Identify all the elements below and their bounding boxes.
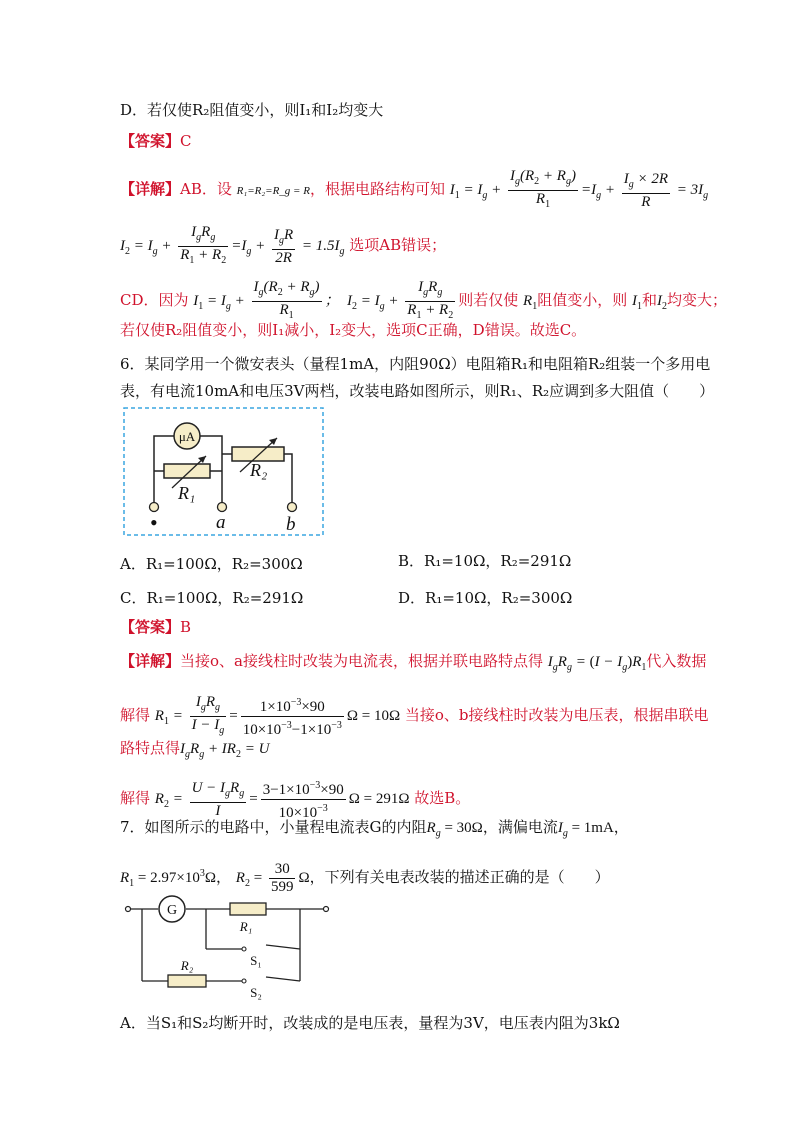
right-terminal bbox=[324, 907, 329, 912]
q7-stem-2b: ，下列有关电表改装的描述正确的是（ ） bbox=[309, 867, 610, 886]
r1-resistor bbox=[164, 464, 210, 478]
ig-value: $I_g = 1mA$ bbox=[557, 820, 614, 839]
r1-label: R₁ bbox=[239, 919, 253, 934]
ab-assumption: R₁=R₂=R_g = R bbox=[236, 184, 310, 197]
detail-tag: 【详解】 bbox=[120, 652, 181, 670]
r2-label: R₂ bbox=[180, 958, 194, 973]
q5-answer bbox=[120, 131, 192, 151]
answer-value: C bbox=[180, 132, 192, 150]
q6-detail-3 bbox=[120, 738, 269, 765]
q6-option-a: A．R₁=100Ω，R₂=300Ω bbox=[120, 555, 303, 573]
q6-detail-2 bbox=[120, 694, 709, 739]
galvanometer-label: G bbox=[166, 903, 178, 918]
solve-prefix: 解得 bbox=[120, 705, 151, 724]
detail-end-1: 代入数据 bbox=[646, 652, 707, 670]
conclusion: 故选B。 bbox=[414, 788, 471, 807]
q7-option-a: A．当S₁和S₂均断开时，改装成的是电压表，量程为3V，电压表内阻为3kΩ bbox=[120, 1014, 620, 1032]
q7-stem-1: 7．如图所示的电路中，小量程电流表G的内阻$R_g = 30\Omega$，满偏电流$I_g = 1mA$， bbox=[120, 818, 629, 839]
q6-option-d: D．R₁=10Ω，R₂=300Ω bbox=[398, 589, 573, 607]
q6-stem-1: 6．某同学用一个微安表头（量程1mA，内阻90Ω）电阻箱R₁和电阻箱R₂组装一个多用电 bbox=[120, 355, 711, 373]
i1-equation: $I_1 = I_g$ + $\frac{I_g(R_2 + R_g)}{R_1}$ $=I_g$ + $\frac{I_g \times 2R}{R}$ = $3I_g$ bbox=[449, 168, 709, 210]
q5-detail-ab-2 bbox=[120, 224, 446, 269]
q5-option-d: D．若仅使R₂阻值变小，则I₁和I₂均变大 bbox=[120, 101, 384, 119]
cd-end-1: 阻值变小，则 bbox=[537, 290, 628, 309]
s1-label: S₁ bbox=[250, 953, 262, 968]
r1-label: R₁ bbox=[178, 483, 196, 503]
q7-stem-2: $R_1 = 2.97\times 10^3\Omega$， $R_2$ = $\frac{30}{599}$ Ω，下列有关电表改装的描述正确的是（ ） bbox=[120, 861, 610, 895]
parallel-equation: $I_gR_g = (I - I_g)R_1$ bbox=[547, 654, 647, 673]
terminal-a bbox=[218, 503, 227, 512]
q6-stem-2: 表，有电流10mA和电压3V两档，改装电路如图所示，则R₁、R₂应调到多大阻值（ ） bbox=[120, 382, 715, 400]
i2-equation: $I_2 = I_g$ + $\frac{I_gR_g}{R_1 + R_2}$ $=I_g$ + $\frac{I_gR}{2R}$ = $1.5I_g$ bbox=[120, 224, 345, 266]
cd-i1-equation: $I_1 = I_g$ + $\frac{I_g(R_2 + R_g)}{R_1}$ ； $I_2 = I_g$ + $\frac{I_gR_g}{R_1 + R_2}$ bbox=[193, 279, 454, 321]
q6-detail-4 bbox=[120, 777, 470, 822]
answer-value: B bbox=[180, 618, 192, 636]
r2-resistor bbox=[232, 447, 284, 461]
ab-mid: ，根据电路结构可知 bbox=[309, 179, 445, 198]
cd-mid: 则若仅使 bbox=[458, 290, 519, 309]
r2-value: $R_2$ = $\frac{30}{599}$ Ω bbox=[235, 861, 310, 895]
answer-tag: 【答案】 bbox=[120, 618, 181, 636]
terminal-b bbox=[288, 503, 297, 512]
answer-tag: 【答案】 bbox=[120, 132, 181, 150]
cd-prefix: CD．因为 bbox=[120, 290, 189, 309]
ab-error: 选项AB错误； bbox=[349, 235, 447, 254]
cd-and: 和 bbox=[642, 290, 658, 309]
detail-text-2: 当接o、b接线柱时改装为电压表，根据串联电 bbox=[404, 705, 709, 724]
r2-label: R₂ bbox=[250, 460, 268, 480]
terminal-a-label: a bbox=[216, 512, 226, 533]
detail-text-1: 当接o、a接线柱时改装为电流表，根据并联电路特点得 bbox=[180, 652, 543, 670]
q5-last-line: 若仅使R₂阻值变小，则I₁减小，I₂变大，选项C正确，D错误。故选C。 bbox=[120, 321, 587, 339]
q5-detail-cd: CD．因为 $I_1 = I_g$ + $\frac{I_g(R_2 + R_g)}{R_1}$ ； $I_2 = I_g$ + $\frac{I_gR_g}{R_1 + R_2}$ 则若仅使 $R_1$阻值变小，则 $I_1$和$I_2$均变大； bbox=[120, 279, 728, 321]
detail-tag: 【详解】 bbox=[120, 179, 181, 198]
cd-end-2: 均变大； bbox=[667, 290, 728, 309]
s2-label: S₂ bbox=[250, 985, 262, 1000]
meter-label: μA bbox=[178, 429, 196, 444]
r1-solution: $R_1$ = $\frac{I_gR_g}{I - I_g}$ = $\frac{1\times 10^{-3}\times 90}{10\times 10^{-3}-1\times 10^{-3}}$ Ω = 10Ω bbox=[154, 694, 401, 738]
q6-circuit-figure bbox=[122, 406, 326, 538]
switch-s1-contact bbox=[242, 947, 246, 951]
rg-value: $R_g = 30\Omega$ bbox=[426, 820, 483, 839]
q6-detail-1 bbox=[120, 651, 706, 678]
r1-value: $R_1 = 2.97\times 10^3\Omega$ bbox=[120, 867, 216, 889]
r2-solution: $R_2$ = $\frac{U - I_gR_g}{I}$ = $\frac{3-1\times 10^{-3}\times 90}{10\times 10^{-3}}$ Ω = 291Ω bbox=[155, 791, 410, 807]
q7-stem-1b: ，满偏电流 bbox=[482, 818, 558, 836]
r1-resistor bbox=[230, 903, 266, 915]
q6-answer bbox=[120, 617, 191, 637]
switch-s2-contact bbox=[242, 979, 246, 983]
solve-prefix-2: 解得 bbox=[120, 788, 151, 807]
ab-prefix: AB．设 bbox=[180, 179, 232, 198]
terminal-b-label: b bbox=[286, 514, 296, 535]
q7-stem-1a: 7．如图所示的电路中，小量程电流表G的内阻 bbox=[120, 818, 427, 836]
q5-detail-ab bbox=[120, 168, 708, 213]
q6-option-c: C．R₁=100Ω，R₂=291Ω bbox=[120, 589, 304, 607]
series-equation: $I_gR_g + IR_2 = U$ bbox=[180, 741, 270, 760]
r2-resistor bbox=[168, 975, 206, 987]
terminal-o-label: • bbox=[150, 510, 158, 535]
series-prefix: 路特点得 bbox=[120, 739, 181, 757]
q7-circuit-figure bbox=[118, 893, 338, 1003]
q6-option-b: B．R₁=10Ω，R₂=291Ω bbox=[398, 552, 572, 570]
left-terminal bbox=[126, 907, 131, 912]
